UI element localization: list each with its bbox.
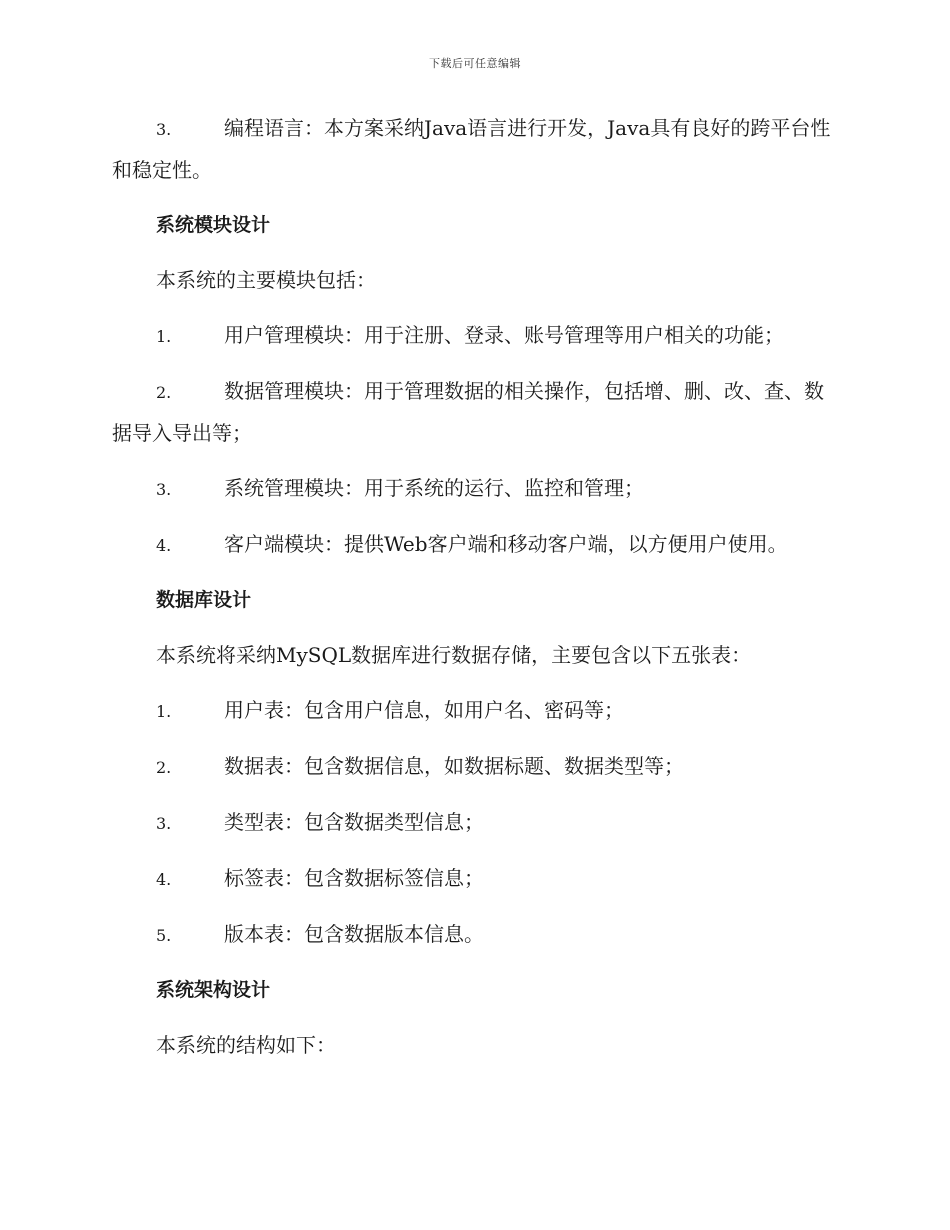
list-item-text: 标签表：包含数据标签信息； xyxy=(224,866,484,890)
document-body xyxy=(112,108,832,1080)
list-item-text: 类型表：包含数据类型信息； xyxy=(224,810,484,834)
list-item-tag-table xyxy=(112,858,832,900)
list-number: 3. xyxy=(156,814,172,833)
list-item-data-table xyxy=(112,746,832,788)
list-item-text: 用户管理模块：用于注册、登录、账号管理等用户相关的功能； xyxy=(224,323,784,347)
list-number: 4. xyxy=(156,536,172,555)
list-item-client-module xyxy=(112,524,832,566)
list-item-text: 客户端模块：提供Web客户端和移动客户端，以方便用户使用。 xyxy=(224,532,788,556)
list-item-text: 版本表：包含数据版本信息。 xyxy=(224,922,484,946)
section-heading-database-design: 数据库设计 xyxy=(156,589,252,611)
paragraph-modules-intro: 本系统的主要模块包括： xyxy=(156,268,376,292)
list-item-text: 数据管理模块：用于管理数据的相关操作，包括增、删、改、查、数据导入导出等； xyxy=(112,379,824,445)
list-number: 2. xyxy=(156,758,172,777)
list-item-type-table xyxy=(112,802,832,844)
list-item-system-module xyxy=(112,468,832,510)
list-number: 2. xyxy=(156,383,172,402)
list-item-data-module xyxy=(112,371,832,454)
page-header: 下载后可任意编辑 xyxy=(429,57,521,70)
list-item-programming-language xyxy=(112,108,832,191)
section-heading-module-design: 系统模块设计 xyxy=(156,214,271,236)
list-item-text: 数据表：包含数据信息，如数据标题、数据类型等； xyxy=(224,754,684,778)
paragraph-architecture-intro: 本系统的结构如下： xyxy=(156,1033,336,1057)
section-heading-architecture-design: 系统架构设计 xyxy=(156,979,271,1001)
paragraph-database-intro: 本系统将采纳MySQL数据库进行数据存储，主要包含以下五张表： xyxy=(156,643,752,667)
list-number: 1. xyxy=(156,327,172,346)
list-item-version-table xyxy=(112,914,832,956)
list-item-user-module xyxy=(112,315,832,357)
list-number: 5. xyxy=(156,926,172,945)
list-item-user-table xyxy=(112,690,832,732)
list-number: 1. xyxy=(156,702,172,721)
list-number: 4. xyxy=(156,870,172,889)
list-item-text: 用户表：包含用户信息，如用户名、密码等； xyxy=(224,698,624,722)
list-item-text: 系统管理模块：用于系统的运行、监控和管理； xyxy=(224,476,644,500)
list-number: 3. xyxy=(156,120,172,139)
list-number: 3. xyxy=(156,480,172,499)
list-item-text: 编程语言：本方案采纳Java语言进行开发，Java具有良好的跨平台性和稳定性。 xyxy=(112,116,831,182)
